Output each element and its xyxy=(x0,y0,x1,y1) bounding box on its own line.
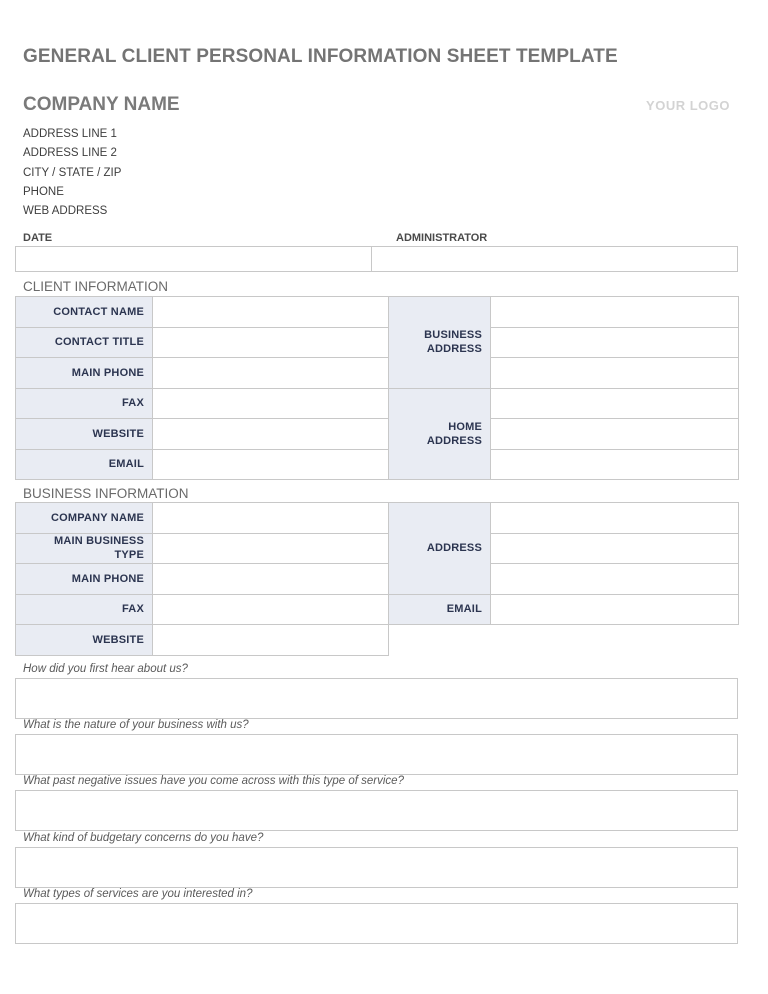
business-fax-label: FAX xyxy=(16,594,153,625)
main-business-type-label: MAIN BUSINESS TYPE xyxy=(16,533,153,564)
business-address-label: BUSINESS ADDRESS xyxy=(389,297,491,389)
question-5-label: What types of services are you interested in? xyxy=(23,888,253,900)
question-2-label: What is the nature of your business with us? xyxy=(23,719,249,731)
question-3-answer[interactable] xyxy=(15,790,738,831)
main-business-type-input[interactable] xyxy=(153,533,389,564)
email-label: EMAIL xyxy=(16,449,153,480)
question-1-label: How did you first hear about us? xyxy=(23,663,188,675)
client-information-table xyxy=(15,296,739,480)
business-address-line-3-input[interactable] xyxy=(491,358,739,389)
business-address-line-2-input[interactable] xyxy=(491,327,739,358)
question-4-label: What kind of budgetary concerns do you have? xyxy=(23,832,264,844)
company-name-label: COMPANY NAME xyxy=(16,503,153,534)
business-fax-input[interactable] xyxy=(153,594,389,625)
contact-name-input[interactable] xyxy=(153,297,389,328)
business-website-input[interactable] xyxy=(153,625,389,656)
business-information-title: BUSINESS INFORMATION xyxy=(23,486,189,501)
business-email-input[interactable] xyxy=(491,594,739,625)
date-label: DATE xyxy=(23,232,53,244)
email-input[interactable] xyxy=(153,449,389,480)
question-4-answer[interactable] xyxy=(15,847,738,888)
company-phone: PHONE xyxy=(23,185,64,198)
company-name: COMPANY NAME xyxy=(23,94,180,115)
home-address-line-3-input[interactable] xyxy=(491,449,739,480)
company-address-block xyxy=(23,125,121,221)
address-line-3-input[interactable] xyxy=(491,564,739,595)
business-website-label: WEBSITE xyxy=(16,625,153,656)
contact-name-label: CONTACT NAME xyxy=(16,297,153,328)
home-address-label: HOME ADDRESS xyxy=(389,388,491,480)
client-information-title: CLIENT INFORMATION xyxy=(23,279,169,294)
address-line-1-input[interactable] xyxy=(491,503,739,534)
business-email-label: EMAIL xyxy=(389,594,491,625)
home-address-line-2-input[interactable] xyxy=(491,419,739,450)
home-address-line-1-input[interactable] xyxy=(491,388,739,419)
web-address: WEB ADDRESS xyxy=(23,205,108,218)
business-address-line-1-input[interactable] xyxy=(491,297,739,328)
question-2-answer[interactable] xyxy=(15,734,738,775)
fax-label: FAX xyxy=(16,388,153,419)
business-main-phone-label: MAIN PHONE xyxy=(16,564,153,595)
question-3-label: What past negative issues have you come across with this type of service? xyxy=(23,775,404,787)
company-name-input[interactable] xyxy=(153,503,389,534)
website-input[interactable] xyxy=(153,419,389,450)
website-label: WEBSITE xyxy=(16,419,153,450)
city-state-zip: CITY / STATE / ZIP xyxy=(23,166,122,179)
empty-cell xyxy=(389,625,739,656)
administrator-label: ADMINISTRATOR xyxy=(396,232,488,244)
document-title: GENERAL CLIENT PERSONAL INFORMATION SHEET TEMPLATE xyxy=(23,46,618,67)
main-phone-label: MAIN PHONE xyxy=(16,358,153,389)
date-field[interactable] xyxy=(15,246,372,272)
contact-title-input[interactable] xyxy=(153,327,389,358)
business-main-phone-input[interactable] xyxy=(153,564,389,595)
address-line-2-input[interactable] xyxy=(491,533,739,564)
logo-placeholder: YOUR LOGO xyxy=(646,98,730,113)
address-line-1: ADDRESS LINE 1 xyxy=(23,128,117,140)
question-5-answer[interactable] xyxy=(15,903,738,944)
contact-title-label: CONTACT TITLE xyxy=(16,327,153,358)
business-information-table xyxy=(15,502,739,656)
address-line-2: ADDRESS LINE 2 xyxy=(23,147,117,160)
administrator-field[interactable] xyxy=(371,246,738,272)
question-1-answer[interactable] xyxy=(15,678,738,719)
fax-input[interactable] xyxy=(153,388,389,419)
main-phone-input[interactable] xyxy=(153,358,389,389)
business-address-label: ADDRESS xyxy=(389,503,491,595)
